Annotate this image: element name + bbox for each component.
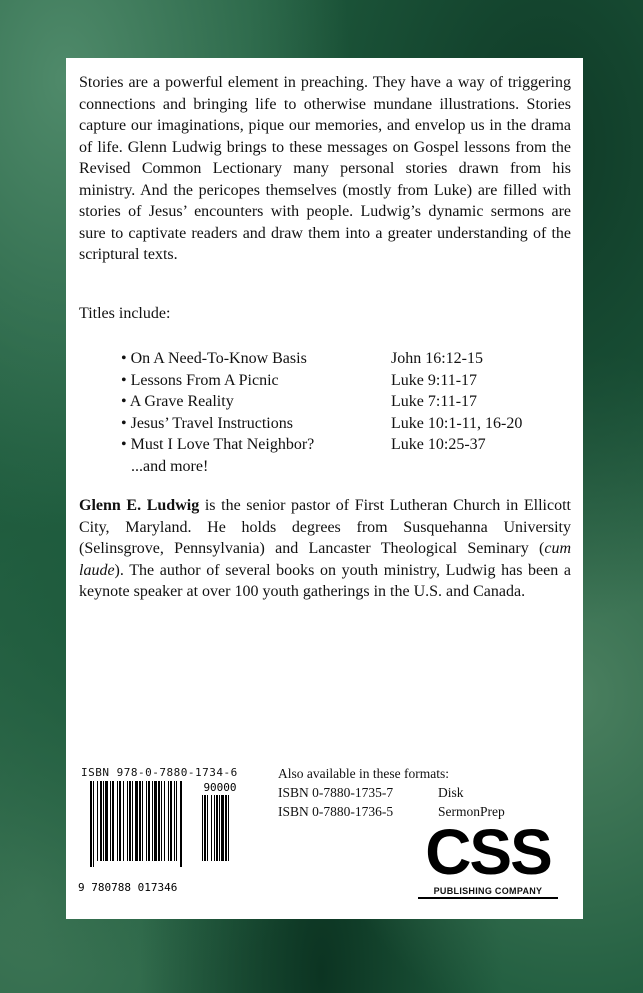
book-description: Stories are a powerful element in preaching. They have a way of triggering connections and bringing life to otherwise mundane illustrations. Stories capture our imaginations, pique our memories, and envelop us in the drama of life. Glenn Ludwig brings to these messages on Gospel lessons from the Revised Common Lectionary many personal stories drawn from his ministry. And the pericopes themselves (mostly from Luke) are filled with stories of Jesus’ encounters with people. Ludwig’s dynamic sermons are sure to captivate readers and draw them into a greater understanding of the scriptural texts. [79,74,571,263]
format-type: Disk [438,785,464,800]
sermon-title: • Jesus’ Travel Instructions [121,414,293,432]
format-type: SermonPrep [438,804,505,819]
titles-more: ...and more! [131,457,209,475]
barcode-digits: 9 780788 017346 [78,881,178,894]
format-isbn: ISBN 0-7880-1736-5 [278,804,394,819]
format-row [278,783,505,802]
sermon-title: • On A Need-To-Know Basis [121,350,307,367]
logo-main: CSS [425,816,551,888]
format-isbn: ISBN 0-7880-1735-7 [278,785,394,800]
scripture-reference: John 16:12-15 [391,350,483,367]
scripture-reference: Luke 7:11-17 [391,393,478,410]
titles-intro: Titles include: [79,305,171,322]
bio-honor: cum laude [79,540,571,579]
scripture-reference: Luke 10:25-37 [391,436,486,453]
scripture-reference: Luke 10:1-11, 16-20 [391,414,523,432]
back-cover-panel [66,58,583,919]
author-bio [79,495,571,603]
logo-sub: PUBLISHING COMPANY [418,886,558,899]
scripture-reference: Luke 9:11-17 [391,371,478,389]
bio-text-1: is the senior pastor of First Lutheran Church in Ellicott City, Maryland. He holds degrees from Susquehanna University (Selinsgrove, Pennsylvania) and Lancaster Theological Seminary ( [79,497,571,557]
barcode-isbn-label: ISBN 978-0-7880-1734-6 [81,766,238,779]
sermon-title: • Lessons From A Picnic [121,371,279,389]
barcode [78,766,253,896]
barcode-bars [78,781,253,896]
author-name: Glenn E. Ludwig [79,497,200,514]
titles-list [121,348,561,477]
other-formats [278,764,505,821]
list-item [121,391,561,413]
sermon-title: • A Grave Reality [121,393,234,410]
publisher-logo [418,816,558,906]
bio-text-2: ). The author of several books on youth ministry, Ludwig has been a keynote speaker at over 100 youth gatherings in the U.S. and Canada. [79,561,571,600]
barcode-addon-digits: 90000 [203,781,237,794]
list-item [121,348,561,370]
list-item [121,370,561,392]
sermon-title: • Must I Love That Neighbor? [121,436,315,453]
list-item [121,434,561,456]
list-item [121,413,561,435]
formats-heading: Also available in these formats: [278,766,449,781]
